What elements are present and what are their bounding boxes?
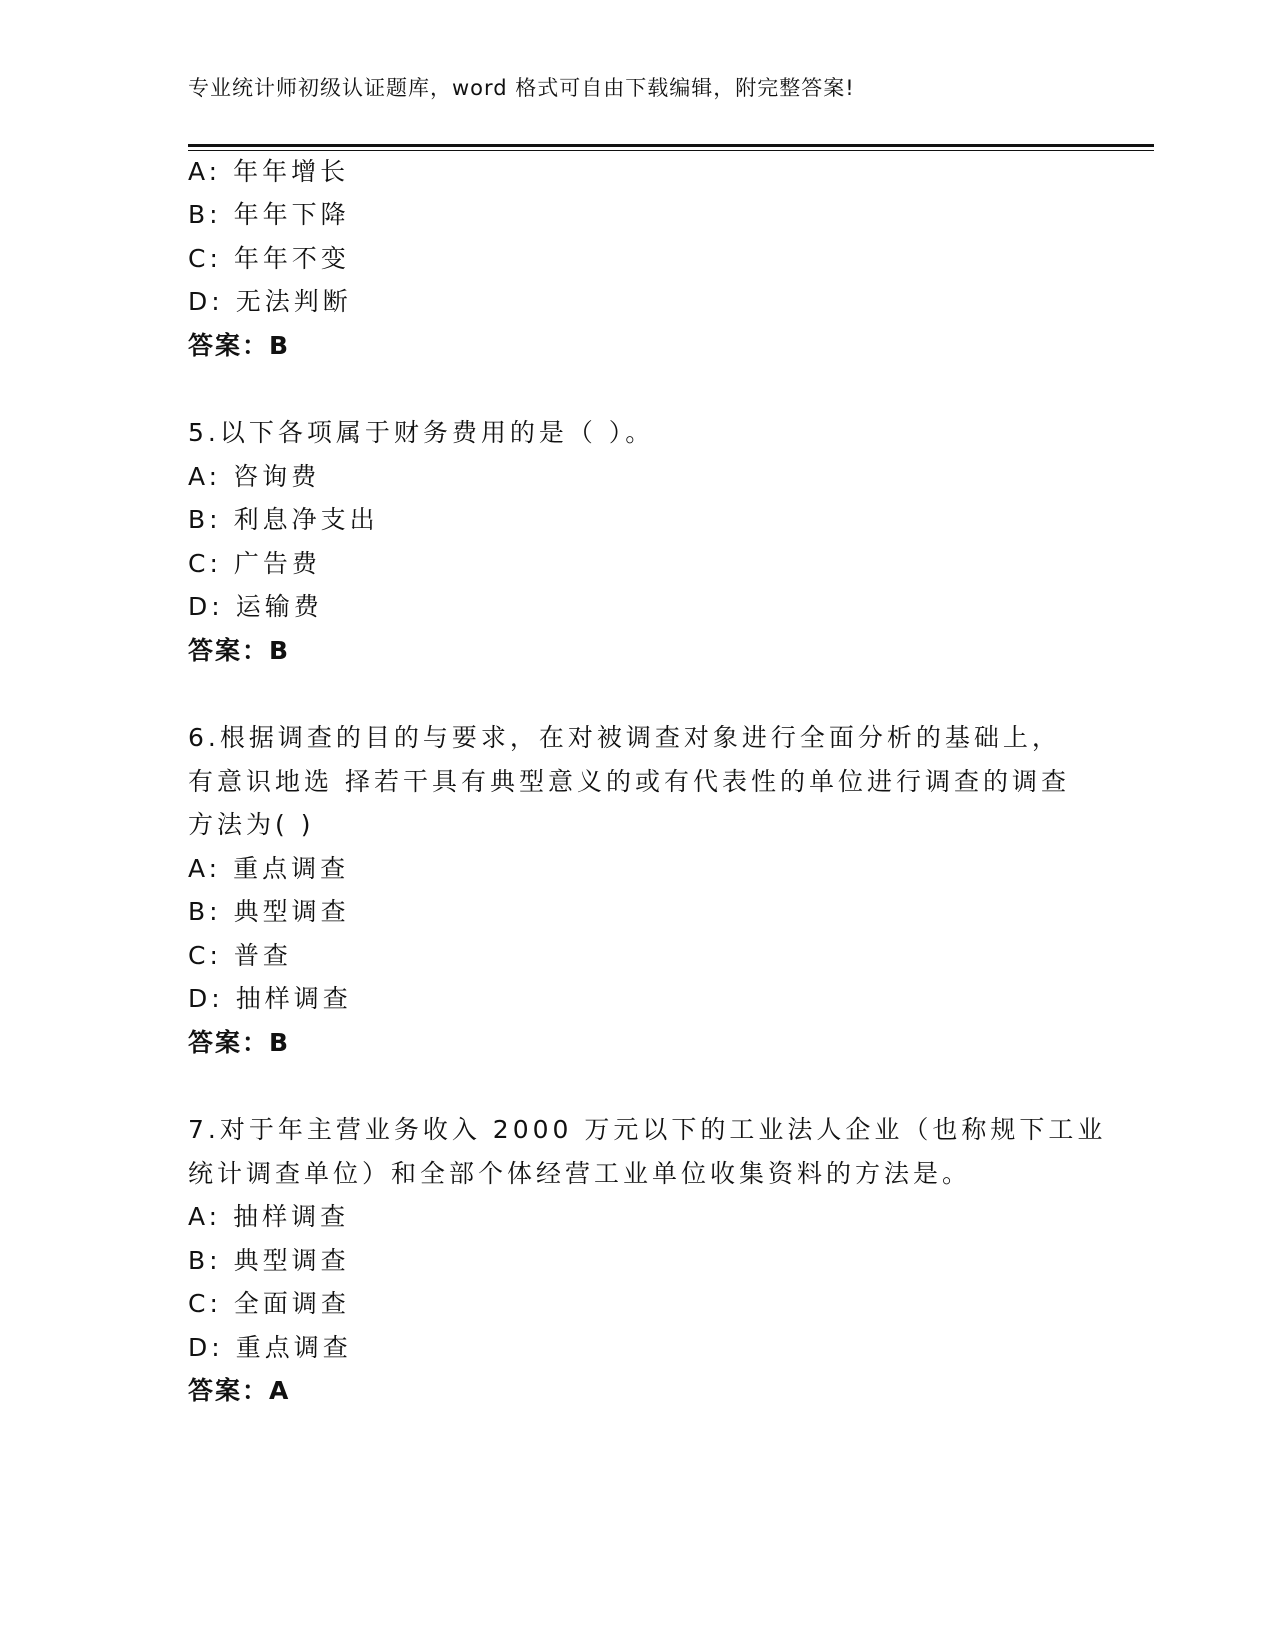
- page-header: 专业统计师初级认证题库，word 格式可自由下载编辑，附完整答案!: [188, 76, 855, 100]
- q4-answer: 答案：B: [188, 331, 291, 360]
- q6-stem-line-2: 有意识地选 择若干具有典型意义的或有代表性的单位进行调查的调查: [188, 767, 1070, 796]
- q5-option-a: A: 咨询费: [188, 462, 321, 491]
- q4-option-a: A: 年年增长: [188, 157, 350, 186]
- q6-option-b: B: 典型调查: [188, 897, 350, 926]
- q7-option-c: C: 全面调查: [188, 1289, 350, 1318]
- q5-option-b: B: 利息净支出: [188, 505, 379, 534]
- q7-option-b: B: 典型调查: [188, 1246, 350, 1275]
- q7-option-d: D: 重点调查: [188, 1333, 352, 1362]
- q7-stem-line-1: 7.对于年主营业务收入 2000 万元以下的工业法人企业（也称规下工业: [188, 1115, 1107, 1144]
- q4-option-c: C: 年年不变: [188, 244, 350, 273]
- q5-option-c: C: 广告费: [188, 549, 321, 578]
- q7-answer: 答案：A: [188, 1376, 291, 1405]
- header-rule-thin: [188, 150, 1154, 151]
- q6-option-d: D: 抽样调查: [188, 984, 352, 1013]
- q5-option-d: D: 运输费: [188, 592, 323, 621]
- header-rule-thick: [188, 144, 1154, 147]
- q6-answer: 答案：B: [188, 1028, 291, 1057]
- q5-answer: 答案：B: [188, 636, 291, 665]
- q4-option-b: B: 年年下降: [188, 200, 350, 229]
- q6-stem-line-1: 6.根据调查的目的与要求，在对被调查对象进行全面分析的基础上，: [188, 723, 1061, 752]
- q6-option-c: C: 普查: [188, 941, 292, 970]
- q4-option-d: D: 无法判断: [188, 287, 352, 316]
- q5-stem: 5.以下各项属于财务费用的是（ ）。: [188, 418, 655, 447]
- q7-stem-line-2: 统计调查单位）和全部个体经营工业单位收集资料的方法是。: [188, 1159, 972, 1188]
- q7-option-a: A: 抽样调查: [188, 1202, 350, 1231]
- q6-option-a: A: 重点调查: [188, 854, 350, 883]
- q6-stem-line-3: 方法为( ): [188, 810, 315, 839]
